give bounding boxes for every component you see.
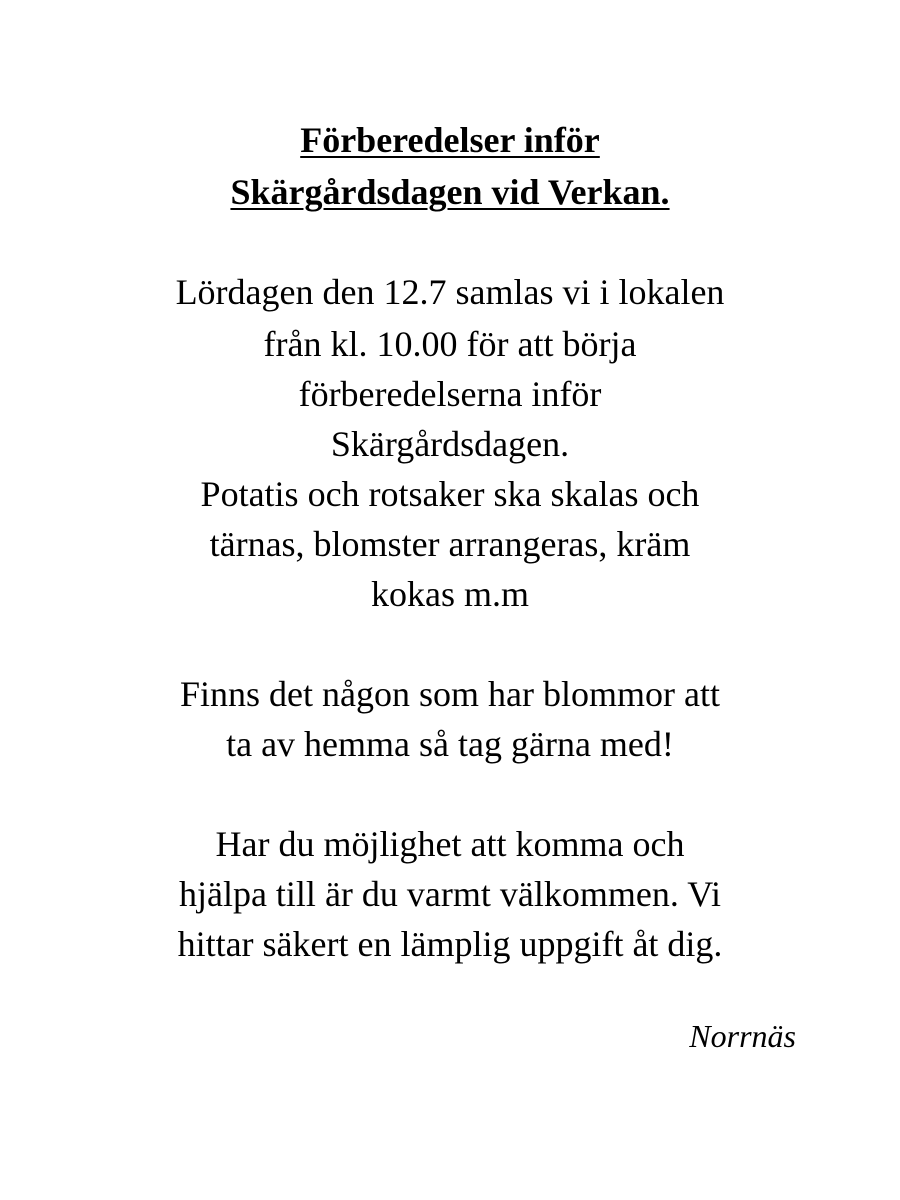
paragraph-2-line-1: Finns det någon som har blommor att (180, 674, 720, 714)
paragraph-1-line-7: kokas m.m (371, 574, 529, 614)
paragraph-1-line-2: från kl. 10.00 för att börja (263, 324, 637, 364)
paragraph-1-line-6: tärnas, blomster arrangeras, kräm (209, 524, 691, 564)
signature: Norrnäs (689, 1018, 796, 1054)
paragraph-1-line-3: förberedelserna inför (298, 374, 602, 414)
paragraph-3-line-1: Har du möjlighet att komma och (215, 824, 685, 864)
paragraph-1-line-5: Potatis och rotsaker ska skalas och (200, 474, 700, 514)
paragraph-3-line-2: hjälpa till är du varmt välkommen. Vi (178, 874, 722, 914)
paragraph-2-line-2: ta av hemma så tag gärna med! (226, 724, 674, 764)
notice-title-line-1: Förberedelser inför (300, 120, 600, 160)
notice-title-line-2: Skärgårdsdagen vid Verkan. (230, 172, 670, 212)
paragraph-1-line-4: Skärgårdsdagen. (330, 424, 570, 464)
paragraph-3-line-3: hittar säkert en lämplig uppgift åt dig. (177, 924, 723, 964)
paragraph-1-line-1: Lördagen den 12.7 samlas vi i lokalen (175, 272, 725, 312)
